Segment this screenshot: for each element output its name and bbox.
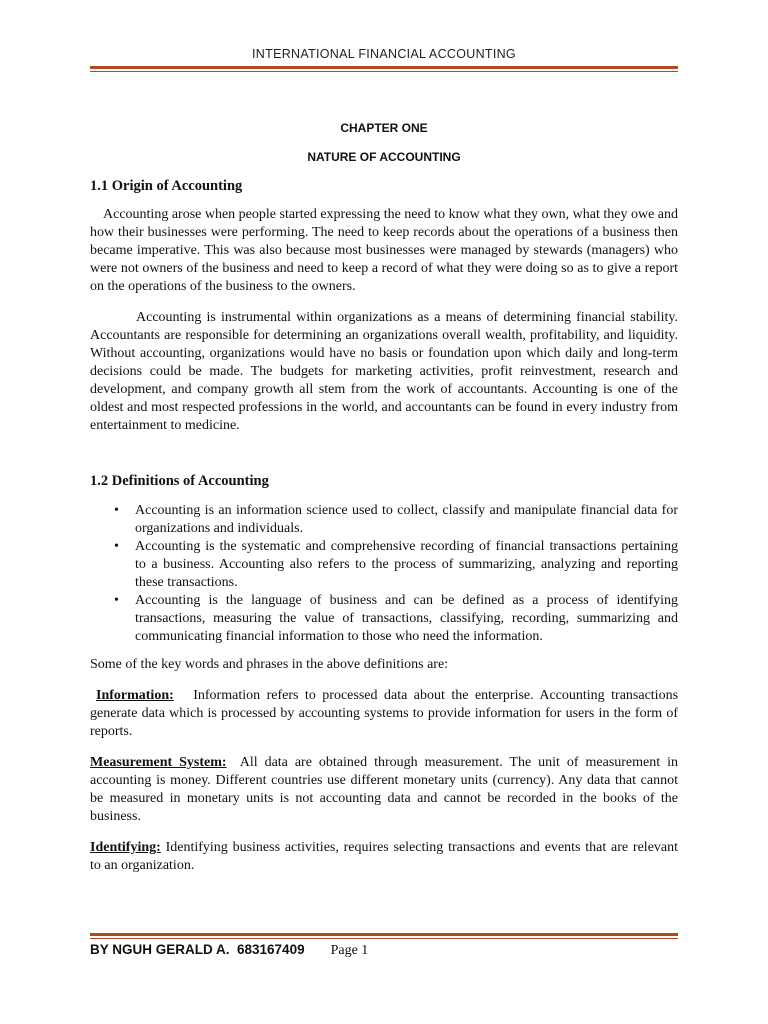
page-number: Page 1 bbox=[330, 943, 369, 958]
running-header: INTERNATIONAL FINANCIAL ACCOUNTING bbox=[252, 47, 516, 61]
term-label: Information: bbox=[96, 688, 174, 703]
key-words-intro: Some of the key words and phrases in the above definitions are: bbox=[90, 657, 449, 672]
term-measurement-system bbox=[90, 754, 678, 826]
list-item bbox=[90, 592, 678, 646]
definition-text: Accounting is an information science used to collect, classify and manipulate financial data for organizations and individuals. bbox=[135, 503, 678, 536]
section-heading-origin: 1.1 Origin of Accounting bbox=[90, 178, 243, 194]
section-heading-definitions: 1.2 Definitions of Accounting bbox=[90, 473, 269, 489]
definitions-list bbox=[90, 502, 678, 646]
list-item bbox=[90, 502, 678, 538]
definition-text: Accounting is the systematic and comprehensive recording of financial transactions pertaining to a business. Accounting also refers to the process of summarizing, analyzing and reporting these transactions. bbox=[135, 539, 678, 590]
paragraph-origin-2: Accounting is instrumental within organizations as a means of determining financial stability. Accountants are responsible for determining an organizations overall wealth, profitability, and liquidity. Without accounting, organizations would have no basis or foundation upon which daily and long-term decisions could be made. The budgets for marketing activities, profit reinvestment, research and development, and company growth all stem from the work of accountants. Accounting is one of the oldest and most respected professions in the world, and accountants can be found in every industry from entertainment to medicine. bbox=[90, 310, 678, 433]
term-text: Information refers to processed data about the enterprise. Accounting transactions generate data which is processed by accounting systems to provide information for users in the form of reports. bbox=[90, 688, 679, 739]
term-label: Measurement System: bbox=[90, 755, 227, 770]
bullet-icon: • bbox=[114, 593, 119, 608]
bullet-icon: • bbox=[114, 503, 119, 518]
list-item bbox=[90, 538, 678, 592]
bullet-icon: • bbox=[114, 539, 119, 554]
term-text: All data are obtained through measurement. The unit of measurement in accounting is money. Different countries use different monetary units (currency). Any data that cannot be measured in monetary units is not accounting data and cannot be recorded in the books of the business. bbox=[90, 755, 678, 824]
chapter-number: CHAPTER ONE bbox=[340, 121, 428, 135]
term-information bbox=[90, 687, 678, 741]
paragraph-origin-1: Accounting arose when people started expressing the need to know what they own, what they owe and how their businesses were performing. The need to keep records about the operations of a business then became imperative. This was also because most businesses were managed by stewards (managers) who were not owners of the business and need to keep a record of what they were doing so as to give a report on the operations of the business to the owners. bbox=[90, 207, 679, 294]
term-label: Identifying: bbox=[90, 840, 161, 855]
definition-text: Accounting is the language of business and can be defined as a process of identifying transactions, measuring the value of transactions, classifying, recording, summarizing and communicating financial information to those who need the information. bbox=[135, 593, 678, 644]
page-body bbox=[90, 121, 678, 875]
term-text: Identifying business activities, requires selecting transactions and events that are relevant to an organization. bbox=[90, 840, 679, 873]
footer-author: BY NGUH GERALD A. 683167409 bbox=[90, 942, 305, 957]
chapter-title: NATURE OF ACCOUNTING bbox=[307, 150, 461, 164]
header-rule bbox=[90, 66, 678, 72]
page-footer bbox=[90, 942, 368, 959]
term-identifying bbox=[90, 839, 678, 875]
footer-rule bbox=[90, 933, 678, 939]
